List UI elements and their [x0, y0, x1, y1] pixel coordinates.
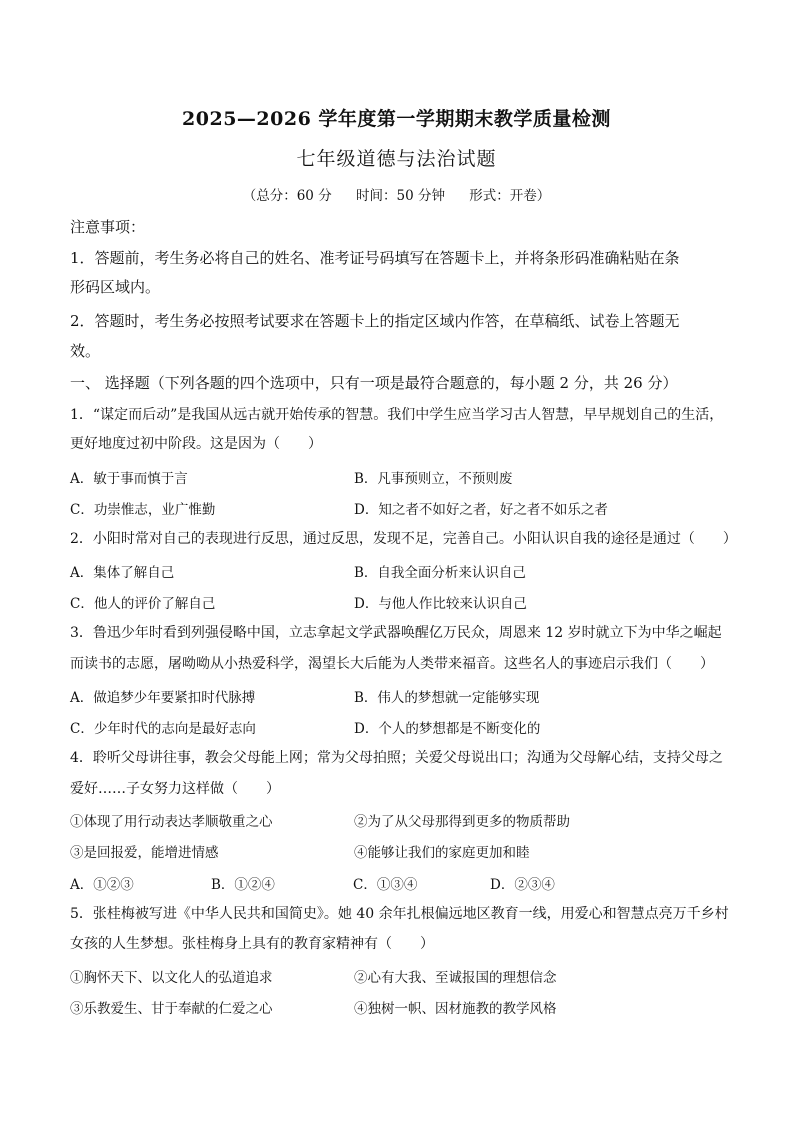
q4-option-d: D．②③④	[490, 877, 555, 893]
exam-info	[0, 184, 793, 204]
q4-options-row	[70, 873, 730, 893]
q4-option-a: A．①②③	[70, 877, 134, 893]
notice-item-2-line-1: 2．答题时，考生务必按照考试要求在答题卡上的指定区域内作答，在草稿纸、试卷上答题无	[70, 312, 680, 330]
q2-option-c: C．他人的评价了解自己	[70, 596, 216, 612]
q3-stem-line-1: 3．鲁迅少年时看到列强侵略中国，立志拿起文学武器唤醒亿万民众，周恩来 12 岁时就立下为中华之崛起	[70, 625, 722, 641]
q1-option-b: B．凡事预则立，不预则废	[354, 471, 513, 487]
total-score: （总分：60 分	[242, 188, 332, 204]
q4-stem-line-2: 爱好……子女努力这样做（ ）	[70, 781, 280, 797]
q3-option-d: D．个人的梦想都是不断变化的	[354, 721, 541, 737]
exam-title: 2025—2026 学年度第一学期期末教学质量检测	[182, 108, 611, 130]
notice-item-1-line-2: 形码区域内。	[70, 278, 161, 296]
q5-statement-2: ②心有大我、至诚报国的理想信念	[354, 970, 557, 986]
q1-stem-line-2: 更好地度过初中阶段。这是因为（ ）	[70, 436, 322, 452]
q2-option-a: A．集体了解自己	[70, 565, 175, 581]
notice-item-2-line-2: 效。	[70, 342, 101, 360]
exam-subtitle: 七年级道德与法治试题	[296, 148, 497, 170]
exam-format: 形式：开卷）	[469, 188, 551, 204]
q4-option-b: B．①②④	[211, 877, 275, 893]
q2-option-d: D．与他人作比较来认识自己	[354, 596, 527, 612]
notice-item-1-line-1: 1．答题前，考生务必将自己的姓名、准考证号码填写在答题卡上，并将条形码准确粘贴在条	[70, 249, 680, 267]
q1-option-d: D．知之者不如好之者，好之者不如乐之者	[354, 502, 608, 518]
q4-statement-1: ①体现了用行动表达孝顺敬重之心	[70, 814, 273, 830]
q4-statements-row-1	[70, 810, 730, 830]
q5-stem-line-2: 女孩的人生梦想。张桂梅身上具有的教育家精神有（ ）	[70, 936, 434, 952]
q3-stem-line-2: 而读书的志愿，屠呦呦从小热爱科学，渴望长大后能为人类带来福音。这些名人的事迹启示我们（ ）	[70, 656, 714, 672]
q5-stem-line-1: 5．张桂梅被写进《中华人民共和国简史》。她 40 余年扎根偏远地区教育一线，用爱心和智慧点亮万千乡村	[70, 906, 729, 922]
q3-options-row-1	[70, 686, 730, 706]
q4-statement-2: ②为了从父母那得到更多的物质帮助	[354, 814, 570, 830]
q2-options-row-1	[70, 561, 730, 581]
q3-options-row-2	[70, 717, 730, 737]
q4-option-c: C．①③④	[353, 877, 418, 893]
q5-statements-row-1	[70, 966, 730, 986]
q2-options-row-2	[70, 592, 730, 612]
q5-statements-row-2	[70, 997, 730, 1017]
q5-statement-4: ④独树一帜、因材施教的教学风格	[354, 1001, 557, 1017]
q3-option-c: C．少年时代的志向是最好志向	[70, 721, 256, 737]
q1-option-c: C．功崇惟志，业广惟勤	[70, 502, 216, 518]
q4-statement-4: ④能够让我们的家庭更加和睦	[354, 845, 530, 861]
q5-statement-3: ③乐教爱生、甘于奉献的仁爱之心	[70, 1001, 273, 1017]
q3-option-a: A．做追梦少年要紧扣时代脉搏	[70, 690, 256, 706]
q2-stem-line-1: 2．小阳时常对自己的表现进行反思，通过反思，发现不足，完善自己。小阳认识自我的途径是通过（ ）	[70, 531, 737, 547]
exam-time: 时间：50 分钟	[356, 188, 445, 204]
q1-options-row-1	[70, 467, 730, 487]
q4-statements-row-2	[70, 841, 730, 861]
q4-stem-line-1: 4．聆听父母讲往事，教会父母能上网；常为父母拍照；关爱父母说出口；沟通为父母解心结，支持父母之	[70, 750, 723, 766]
q3-option-b: B．伟人的梦想就一定能够实现	[354, 690, 540, 706]
q1-options-row-2	[70, 498, 730, 518]
section-heading: 一、 选择题（下列各题的四个选项中，只有一项是最符合题意的，每小题 2 分，共 26 分）	[70, 374, 678, 392]
q1-option-a: A．敏于事而慎于言	[70, 471, 188, 487]
notice-heading: 注意事项：	[70, 218, 146, 236]
q2-option-b: B．自我全面分析来认识自己	[354, 565, 526, 581]
q1-stem-line-1: 1．“谋定而后动”是我国从远古就开始传承的智慧。我们中学生应当学习古人智慧，早早规划自己的生活，	[70, 407, 724, 423]
q5-statement-1: ①胸怀天下、以文化人的弘道追求	[70, 970, 273, 986]
q4-statement-3: ③是回报爱，能增进情感	[70, 845, 219, 861]
